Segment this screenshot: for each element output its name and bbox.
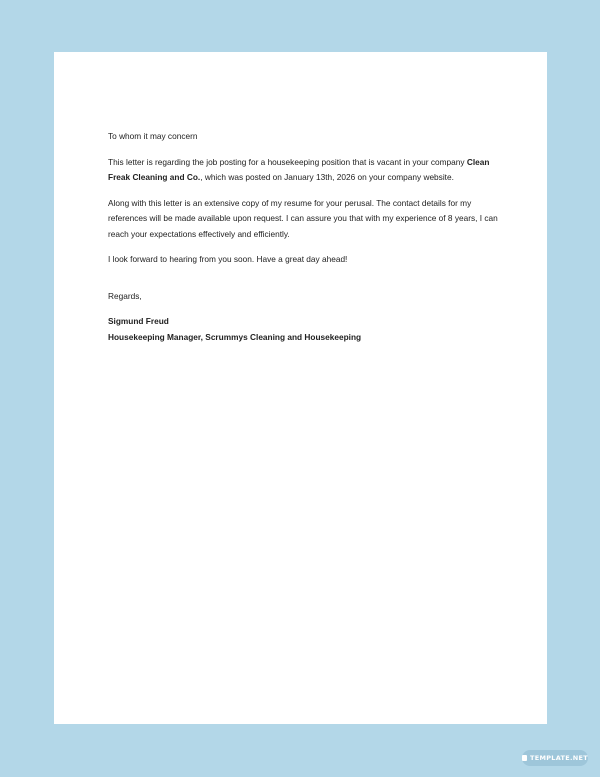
template-logo-icon — [522, 755, 527, 761]
salutation: To whom it may concern — [108, 131, 198, 141]
template-watermark — [522, 750, 588, 766]
company-name: Clean Freak Cleaning and Co. — [108, 156, 490, 182]
paragraph-closing-remark: I look forward to hearing from you soon. Have a great day ahead! — [108, 254, 348, 264]
paragraph-job-posting — [108, 155, 498, 186]
letter-page — [54, 52, 547, 724]
closing: Regards, — [108, 290, 142, 301]
letter-body — [108, 129, 498, 345]
paragraph-text: This letter is regarding the job posting for a housekeeping position that is vacant in your company — [108, 156, 467, 167]
watermark-text: TEMPLATE.NET — [529, 754, 588, 762]
paragraph-text: , which was posted on January 13th, 2026 on your company website. — [200, 172, 454, 182]
signer-title: Housekeeping Manager, Scrummys Cleaning and Housekeeping — [108, 331, 362, 342]
signer-name: Sigmund Freud — [108, 316, 169, 326]
paragraph-resume: Along with this letter is an extensive copy of my resume for your perusal. The contact details for my references will be made available upon request. I can assure you that with my experience of 8 years, I can reach your expectations effectively and efficiently. — [108, 197, 498, 239]
